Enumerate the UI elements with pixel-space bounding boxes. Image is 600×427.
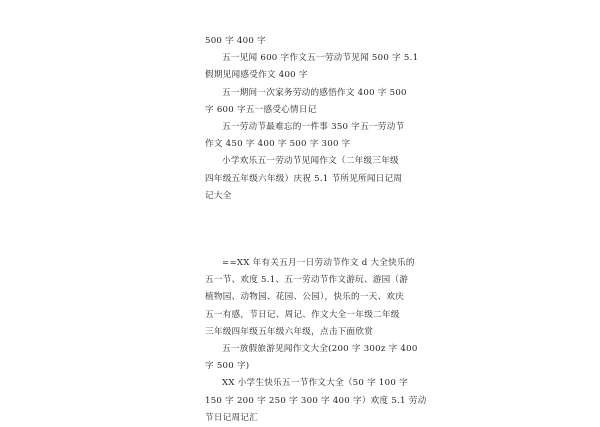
text-line: 五一劳动节最难忘的一件事 350 字五一劳动节	[222, 122, 405, 133]
article-intro-section	[205, 255, 427, 427]
text-line: XX 小学生快乐五一节作文大全（50 字 100 字	[222, 378, 408, 389]
text-line: 五一期间一次家务劳动的感悟作文 400 字 500	[222, 87, 407, 98]
text-line: 字 500 字)	[205, 361, 250, 372]
text-line: 五一节、欢度 5.1、五一劳动节作文游玩、游园（游	[205, 275, 409, 286]
text-line: 作文 450 字 400 字 500 字 300 字	[205, 139, 351, 150]
text-line: 记大全	[205, 190, 232, 201]
text-line: ==XX 年有关五月一日劳动节作文 d 大全快乐的	[222, 258, 415, 269]
text-line: 五一放假旅游见闻作文大全(200 字 300z 字 400	[222, 344, 418, 355]
article-list-section	[205, 33, 419, 205]
text-line: 500 字 400 字	[205, 36, 266, 46]
text-line: 假期见闻感受作文 400 字	[205, 70, 308, 81]
text-line: 五一见闻 600 字作文五一劳动节见闻 500 字 5.1	[222, 53, 419, 64]
document-page	[205, 33, 427, 427]
text-line: 字 600 字五一感受心情日记	[205, 104, 317, 115]
section-gap	[205, 205, 409, 255]
text-line: 四年级五年级六年级）庆祝 5.1 节所见所闻日记周	[205, 173, 403, 184]
text-line: 三年级四年级五年级六年级，点击下面欣赏	[205, 326, 374, 337]
text-line: 节日记周记汇	[205, 412, 259, 423]
text-line: 小学欢乐五一劳动节见闻作文（二年级三年级	[222, 156, 399, 167]
text-line: 150 字 200 字 250 字 300 字 400 字）欢度 5.1 劳动	[205, 395, 427, 406]
text-line: 五一有感，节日记、周记、作文大全一年级二年级	[205, 309, 400, 320]
text-line: 植物园、动物园、花园、公园），快乐的一天、欢庆	[205, 292, 405, 303]
